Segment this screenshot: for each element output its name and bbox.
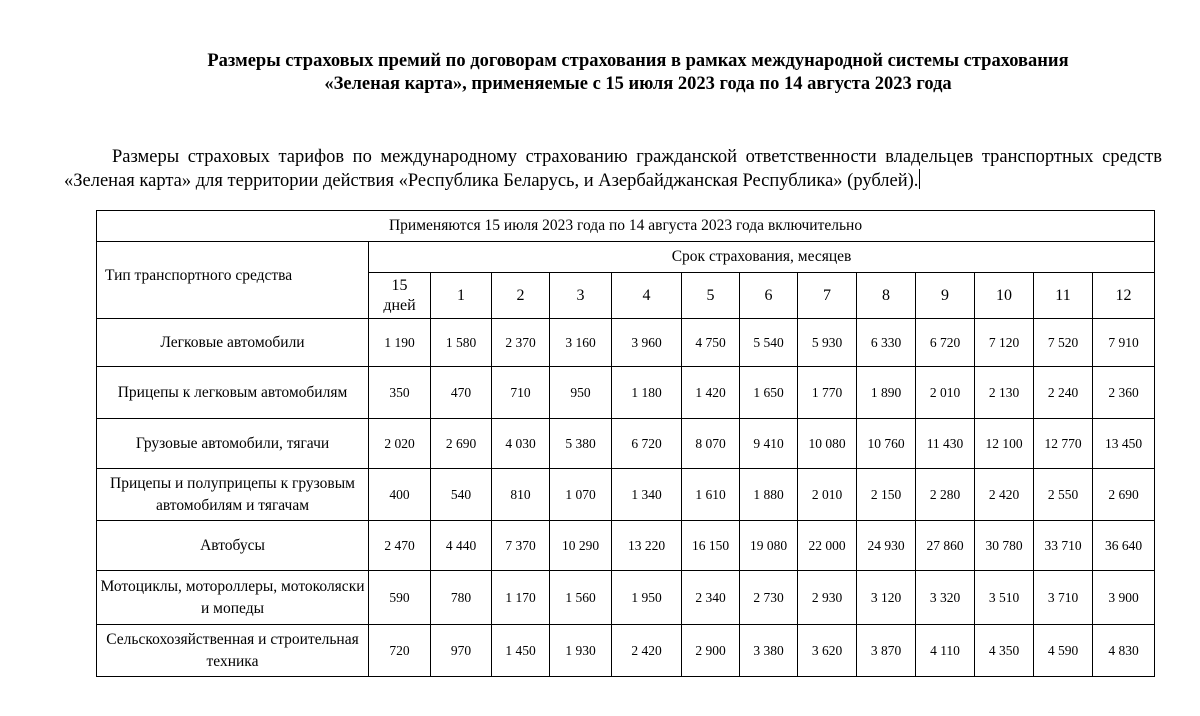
premium-cell: 9 410 [740,419,798,469]
premium-cell: 36 640 [1093,521,1155,571]
premium-cell: 3 320 [916,571,975,625]
applies-period: Применяются 15 июля 2023 года по 14 августа 2023 года включительно [97,211,1155,242]
premium-cell: 1 930 [550,625,612,677]
premium-cell: 3 900 [1093,571,1155,625]
premium-cell: 2 360 [1093,367,1155,419]
premium-cell: 720 [369,625,431,677]
premium-cell: 3 710 [1034,571,1093,625]
premium-cell: 3 620 [798,625,857,677]
premium-cell: 1 070 [550,469,612,521]
month-header-cell: 15 дней [369,273,431,319]
premium-cell: 1 190 [369,319,431,367]
premium-cell: 1 340 [612,469,682,521]
premium-cell: 4 440 [431,521,492,571]
premium-cell: 10 290 [550,521,612,571]
table-row [97,319,1155,367]
premium-cell: 2 130 [975,367,1034,419]
month-header-cell: 5 [682,273,740,319]
vehicle-type-cell: Мотоциклы, мотороллеры, мотоколяски и мопеды [97,571,369,625]
premium-cell: 2 930 [798,571,857,625]
table-row [97,521,1155,571]
month-header-cell: 2 [492,273,550,319]
premium-cell: 4 590 [1034,625,1093,677]
premium-cell: 2 010 [916,367,975,419]
vehicle-type-cell: Грузовые автомобили, тягачи [97,419,369,469]
vehicle-type-cell: Прицепы к легковым автомобилям [97,367,369,419]
term-header-row [97,242,1155,273]
premium-cell: 970 [431,625,492,677]
premium-cell: 7 520 [1034,319,1093,367]
premium-cell: 30 780 [975,521,1034,571]
month-header-cell: 4 [612,273,682,319]
vehicle-type-cell: Автобусы [97,521,369,571]
premium-cell: 1 610 [682,469,740,521]
premium-cell: 2 420 [975,469,1034,521]
premium-cell: 810 [492,469,550,521]
text-cursor [919,169,920,189]
premium-cell: 2 900 [682,625,740,677]
premium-cell: 12 770 [1034,419,1093,469]
premium-cell: 1 560 [550,571,612,625]
table-row [97,625,1155,677]
table-row [97,419,1155,469]
premium-cell: 12 100 [975,419,1034,469]
month-header-cell: 12 [1093,273,1155,319]
premium-cell: 8 070 [682,419,740,469]
premium-cell: 780 [431,571,492,625]
vehicle-type-cell: Легковые автомобили [97,319,369,367]
premium-cell: 1 420 [682,367,740,419]
premium-cell: 3 870 [857,625,916,677]
premium-cell: 7 910 [1093,319,1155,367]
premium-cell: 1 770 [798,367,857,419]
month-header-cell: 3 [550,273,612,319]
applies-row [97,211,1155,242]
premium-cell: 6 720 [916,319,975,367]
premium-cell: 13 220 [612,521,682,571]
premium-cell: 5 930 [798,319,857,367]
premium-cell: 350 [369,367,431,419]
premium-cell: 1 890 [857,367,916,419]
premium-cell: 4 030 [492,419,550,469]
premium-cell: 6 330 [857,319,916,367]
premium-cell: 4 830 [1093,625,1155,677]
premium-cell: 400 [369,469,431,521]
month-header-cell: 11 [1034,273,1093,319]
premium-cell: 7 370 [492,521,550,571]
month-header-cell: 9 [916,273,975,319]
premium-cell: 470 [431,367,492,419]
premium-cell: 16 150 [682,521,740,571]
premium-cell: 3 120 [857,571,916,625]
premium-cell: 1 650 [740,367,798,419]
month-header-cell: 8 [857,273,916,319]
premium-cell: 4 350 [975,625,1034,677]
premium-cell: 24 930 [857,521,916,571]
premium-cell: 10 760 [857,419,916,469]
table-row [97,367,1155,419]
title-line-1: Размеры страховых премий по договорам страхования в рамках международной системы страхования [207,51,1069,71]
premium-cell: 710 [492,367,550,419]
month-header-cell: 10 [975,273,1034,319]
premium-cell: 3 380 [740,625,798,677]
intro-paragraph[interactable] [64,145,1162,193]
month-header-cell: 1 [431,273,492,319]
premium-cell: 2 280 [916,469,975,521]
rates-table-body [97,211,1155,677]
premium-cell: 2 550 [1034,469,1093,521]
premium-cell: 1 950 [612,571,682,625]
premium-cell: 1 170 [492,571,550,625]
premium-cell: 22 000 [798,521,857,571]
premium-cell: 590 [369,571,431,625]
month-header-cell: 6 [740,273,798,319]
premium-cell: 950 [550,367,612,419]
premium-cell: 2 020 [369,419,431,469]
premium-cell: 3 510 [975,571,1034,625]
vehicle-type-header: Тип транспортного средства [97,242,369,319]
premium-cell: 2 340 [682,571,740,625]
rates-table [96,210,1155,677]
premium-cell: 2 370 [492,319,550,367]
premium-cell: 2 150 [857,469,916,521]
premium-cell: 11 430 [916,419,975,469]
premium-cell: 1 450 [492,625,550,677]
premium-cell: 3 960 [612,319,682,367]
table-row [97,571,1155,625]
premium-cell: 4 110 [916,625,975,677]
premium-cell: 2 240 [1034,367,1093,419]
premium-cell: 540 [431,469,492,521]
month-header-cell: 7 [798,273,857,319]
document-title [0,50,1200,96]
vehicle-type-cell: Сельскохозяйственная и строительная техника [97,625,369,677]
premium-cell: 2 730 [740,571,798,625]
title-line-2: «Зеленая карта», применяемые с 15 июля 2023 года по 14 августа 2023 года [324,74,952,94]
premium-cell: 33 710 [1034,521,1093,571]
premium-cell: 3 160 [550,319,612,367]
premium-cell: 4 750 [682,319,740,367]
table-row [97,469,1155,521]
premium-cell: 6 720 [612,419,682,469]
premium-cell: 2 690 [1093,469,1155,521]
premium-cell: 2 470 [369,521,431,571]
premium-cell: 1 180 [612,367,682,419]
intro-text: Размеры страховых тарифов по международному страхованию гражданской ответственности владельцев транспортных средств «Зеленая карта» для территории действия «Республика Беларусь, и Азербайджанская Республика» (рублей). [64,147,1162,191]
premium-cell: 13 450 [1093,419,1155,469]
premium-cell: 2 420 [612,625,682,677]
premium-cell: 1 880 [740,469,798,521]
premium-cell: 7 120 [975,319,1034,367]
insurance-term-header: Срок страхования, месяцев [369,242,1155,273]
premium-cell: 27 860 [916,521,975,571]
premium-cell: 2 690 [431,419,492,469]
premium-cell: 10 080 [798,419,857,469]
premium-cell: 5 380 [550,419,612,469]
premium-cell: 2 010 [798,469,857,521]
premium-cell: 19 080 [740,521,798,571]
vehicle-type-cell: Прицепы и полуприцепы к грузовым автомобилям и тягачам [97,469,369,521]
premium-cell: 5 540 [740,319,798,367]
premium-cell: 1 580 [431,319,492,367]
